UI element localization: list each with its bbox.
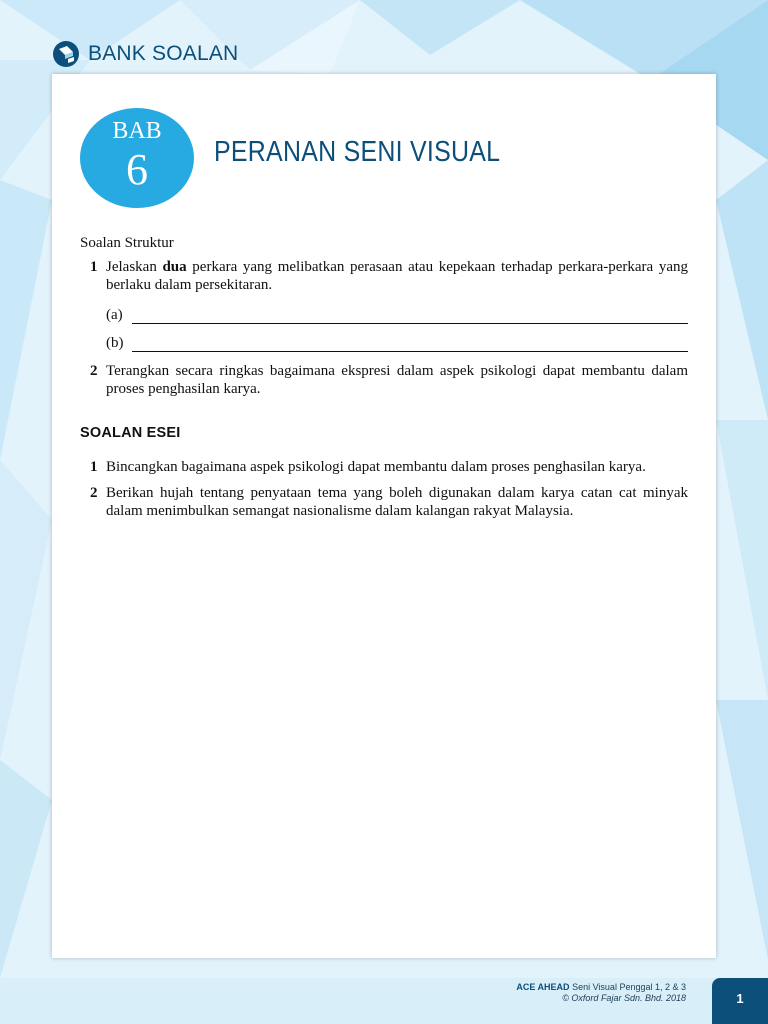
essay-question-2 (80, 484, 688, 520)
footer-subject: Seni Visual Penggal 1, 2 & 3 (572, 982, 686, 992)
answer-line-b[interactable] (106, 330, 688, 352)
answer-label: (b) (106, 335, 124, 351)
chapter-badge (80, 108, 194, 208)
footer-text (516, 982, 686, 1004)
question-text: Terangkan secara ringkas bagaimana ekspresi dalam aspek psikologi dapat membantu dalam proses penghasilan karya. (106, 363, 688, 397)
emphasis: dua (162, 259, 187, 275)
structured-question-2 (80, 362, 688, 398)
page-number: 1 (712, 978, 768, 1024)
content (80, 234, 688, 528)
answer-rule (132, 309, 688, 324)
chapter-number: 6 (126, 145, 148, 194)
answer-rule (132, 337, 688, 352)
essay-heading: SOALAN ESEI (80, 425, 181, 441)
question-text: Bincangkan bagaimana aspek psikologi dapat membantu dalam proses penghasilan karya. (106, 459, 646, 475)
question-number: 1 (90, 259, 98, 275)
footer-line-1 (516, 982, 686, 993)
answer-line-a[interactable] (106, 302, 688, 324)
structured-heading: Soalan Struktur (80, 235, 174, 251)
structured-question-1 (80, 258, 688, 294)
chapter-title: PERANAN SENI VISUAL (214, 136, 501, 168)
answer-label: (a) (106, 307, 123, 323)
page (52, 74, 716, 958)
footer-copyright: © Oxford Fajar Sdn. Bhd. 2018 (562, 993, 686, 1003)
essay-question-1 (80, 458, 688, 476)
book-pen-icon (52, 40, 80, 68)
question-text: Jelaskan dua perkara yang melibatkan perasaan atau kepekaan terhadap perkara-perkara yang berlaku dalam persekitaran. (106, 259, 688, 293)
question-number: 1 (90, 459, 98, 475)
chapter-label: BAB (112, 118, 162, 144)
question-text: Berikan hujah tentang penyataan tema yang boleh digunakan dalam karya catan cat minyak dalam menimbulkan semangat nasionalisme dalam kalangan rakyat Malaysia. (106, 485, 688, 519)
question-number: 2 (90, 363, 98, 379)
question-number: 2 (90, 485, 98, 501)
header-title: BANK SOALAN (88, 42, 239, 65)
header (52, 38, 238, 70)
footer (0, 978, 768, 1024)
footer-brand: ACE AHEAD (516, 982, 570, 992)
